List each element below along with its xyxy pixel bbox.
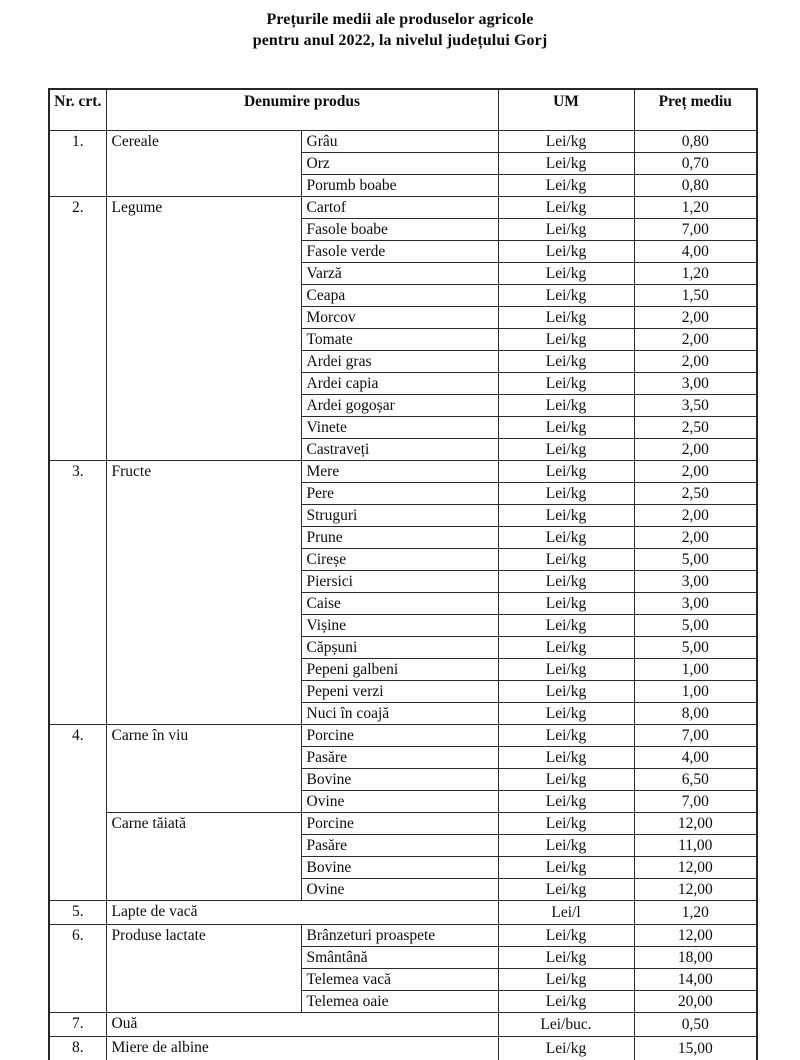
um-cell: Lei/kg xyxy=(498,925,634,947)
product-cell: Pasăre xyxy=(301,835,498,857)
product-cell: Ardei gras xyxy=(301,351,498,373)
um-cell: Lei/kg xyxy=(498,241,634,263)
price-cell: 5,00 xyxy=(634,615,757,637)
um-cell: Lei/kg xyxy=(498,879,634,901)
nr-cell: 1. xyxy=(49,131,106,197)
product-cell: Ardei capia xyxy=(301,373,498,395)
um-cell: Lei/kg xyxy=(498,131,634,153)
header-um: UM xyxy=(498,89,634,131)
product-cell: Ardei gogoșar xyxy=(301,395,498,417)
price-cell: 4,00 xyxy=(634,747,757,769)
table-row xyxy=(49,813,757,835)
price-cell: 7,00 xyxy=(634,791,757,813)
price-cell: 3,00 xyxy=(634,593,757,615)
product-cell: Pere xyxy=(301,483,498,505)
category-cell: Legume xyxy=(106,197,301,461)
um-cell: Lei/kg xyxy=(498,659,634,681)
um-cell: Lei/kg xyxy=(498,1037,634,1060)
price-cell: 2,00 xyxy=(634,461,757,483)
product-cell: Vinete xyxy=(301,417,498,439)
price-cell: 2,00 xyxy=(634,505,757,527)
product-cell: Porumb boabe xyxy=(301,175,498,197)
table-row xyxy=(49,131,757,153)
price-cell: 0,80 xyxy=(634,131,757,153)
um-cell: Lei/kg xyxy=(498,439,634,461)
price-cell: 4,00 xyxy=(634,241,757,263)
price-cell: 1,20 xyxy=(634,263,757,285)
um-cell: Lei/kg xyxy=(498,329,634,351)
product-cell: Nuci în coajă xyxy=(301,703,498,725)
um-cell: Lei/kg xyxy=(498,947,634,969)
product-cell: Varză xyxy=(301,263,498,285)
product-cell: Ovine xyxy=(301,791,498,813)
table-body xyxy=(49,131,757,1060)
title-line-1: Prețurile medii ale produselor agricole xyxy=(266,11,534,28)
um-cell: Lei/kg xyxy=(498,527,634,549)
product-cell: Cartof xyxy=(301,197,498,219)
price-cell: 7,00 xyxy=(634,219,757,241)
price-cell: 20,00 xyxy=(634,991,757,1013)
category-cell: Ouă xyxy=(106,1013,498,1037)
product-cell: Grâu xyxy=(301,131,498,153)
um-cell: Lei/kg xyxy=(498,373,634,395)
document-title xyxy=(0,0,800,51)
category-cell: Fructe xyxy=(106,461,301,725)
price-cell: 2,00 xyxy=(634,527,757,549)
product-cell: Morcov xyxy=(301,307,498,329)
table-row xyxy=(49,725,757,747)
product-cell: Prune xyxy=(301,527,498,549)
title-line-2: pentru anul 2022, la nivelul județului Gorj xyxy=(252,32,548,50)
um-cell: Lei/l xyxy=(498,901,634,925)
product-cell: Căpșuni xyxy=(301,637,498,659)
price-cell: 18,00 xyxy=(634,947,757,969)
product-cell: Brânzeturi proaspete xyxy=(301,925,498,947)
table-row xyxy=(49,461,757,483)
product-cell: Struguri xyxy=(301,505,498,527)
price-cell: 12,00 xyxy=(634,813,757,835)
um-cell: Lei/kg xyxy=(498,285,634,307)
um-cell: Lei/kg xyxy=(498,637,634,659)
nr-cell: 4. xyxy=(49,725,106,901)
price-cell: 15,00 xyxy=(634,1037,757,1060)
product-cell: Porcine xyxy=(301,813,498,835)
um-cell: Lei/kg xyxy=(498,307,634,329)
header-nr-crt: Nr. crt. xyxy=(49,89,106,131)
product-cell: Orz xyxy=(301,153,498,175)
um-cell: Lei/kg xyxy=(498,461,634,483)
price-cell: 2,00 xyxy=(634,351,757,373)
nr-cell: 8. xyxy=(49,1037,106,1060)
product-cell: Ovine xyxy=(301,879,498,901)
product-cell: Bovine xyxy=(301,769,498,791)
header-denumire-produs: Denumire produs xyxy=(106,89,498,131)
product-cell: Pepeni galbeni xyxy=(301,659,498,681)
um-cell: Lei/kg xyxy=(498,969,634,991)
um-cell: Lei/kg xyxy=(498,263,634,285)
product-cell: Pasăre xyxy=(301,747,498,769)
product-cell: Telemea oaie xyxy=(301,991,498,1013)
nr-cell: 7. xyxy=(49,1013,106,1037)
um-cell: Lei/buc. xyxy=(498,1013,634,1037)
um-cell: Lei/kg xyxy=(498,813,634,835)
um-cell: Lei/kg xyxy=(498,769,634,791)
product-cell: Smântână xyxy=(301,947,498,969)
table-row xyxy=(49,197,757,219)
header-row xyxy=(49,89,757,131)
product-cell: Telemea vacă xyxy=(301,969,498,991)
um-cell: Lei/kg xyxy=(498,835,634,857)
um-cell: Lei/kg xyxy=(498,703,634,725)
product-cell: Porcine xyxy=(301,725,498,747)
product-cell: Caise xyxy=(301,593,498,615)
price-cell: 5,00 xyxy=(634,637,757,659)
product-cell: Piersici xyxy=(301,571,498,593)
price-cell: 12,00 xyxy=(634,879,757,901)
price-cell: 14,00 xyxy=(634,969,757,991)
product-cell: Mere xyxy=(301,461,498,483)
um-cell: Lei/kg xyxy=(498,219,634,241)
product-cell: Fasole verde xyxy=(301,241,498,263)
price-cell: 8,00 xyxy=(634,703,757,725)
header-pret-mediu: Preț mediu xyxy=(634,89,757,131)
prices-table xyxy=(48,88,758,1060)
um-cell: Lei/kg xyxy=(498,991,634,1013)
um-cell: Lei/kg xyxy=(498,175,634,197)
um-cell: Lei/kg xyxy=(498,549,634,571)
price-cell: 0,50 xyxy=(634,1013,757,1037)
table-row xyxy=(49,925,757,947)
um-cell: Lei/kg xyxy=(498,857,634,879)
um-cell: Lei/kg xyxy=(498,395,634,417)
um-cell: Lei/kg xyxy=(498,505,634,527)
table-row xyxy=(49,901,757,925)
price-cell: 1,20 xyxy=(634,197,757,219)
category-cell: Cereale xyxy=(106,131,301,197)
price-cell: 1,00 xyxy=(634,681,757,703)
price-cell: 0,70 xyxy=(634,153,757,175)
um-cell: Lei/kg xyxy=(498,153,634,175)
price-cell: 3,50 xyxy=(634,395,757,417)
price-cell: 2,00 xyxy=(634,329,757,351)
price-cell: 3,00 xyxy=(634,373,757,395)
product-cell: Pepeni verzi xyxy=(301,681,498,703)
price-cell: 1,00 xyxy=(634,659,757,681)
price-cell: 0,80 xyxy=(634,175,757,197)
um-cell: Lei/kg xyxy=(498,615,634,637)
price-cell: 1,50 xyxy=(634,285,757,307)
price-cell: 6,50 xyxy=(634,769,757,791)
price-cell: 1,20 xyxy=(634,901,757,925)
um-cell: Lei/kg xyxy=(498,747,634,769)
price-cell: 11,00 xyxy=(634,835,757,857)
um-cell: Lei/kg xyxy=(498,571,634,593)
price-cell: 12,00 xyxy=(634,925,757,947)
product-cell: Bovine xyxy=(301,857,498,879)
category-cell: Miere de albine xyxy=(106,1037,498,1060)
price-cell: 3,00 xyxy=(634,571,757,593)
price-cell: 12,00 xyxy=(634,857,757,879)
nr-cell: 5. xyxy=(49,901,106,925)
price-cell: 2,00 xyxy=(634,439,757,461)
product-cell: Fasole boabe xyxy=(301,219,498,241)
um-cell: Lei/kg xyxy=(498,417,634,439)
product-cell: Castraveți xyxy=(301,439,498,461)
um-cell: Lei/kg xyxy=(498,681,634,703)
nr-cell: 2. xyxy=(49,197,106,461)
category-cell: Carne în viu xyxy=(106,725,301,813)
product-cell: Vișine xyxy=(301,615,498,637)
price-cell: 7,00 xyxy=(634,725,757,747)
table-row xyxy=(49,1037,757,1060)
table-row xyxy=(49,1013,757,1037)
um-cell: Lei/kg xyxy=(498,791,634,813)
nr-cell: 6. xyxy=(49,925,106,1013)
category-cell: Carne tăiată xyxy=(106,813,301,901)
um-cell: Lei/kg xyxy=(498,483,634,505)
price-cell: 2,00 xyxy=(634,307,757,329)
price-cell: 2,50 xyxy=(634,483,757,505)
um-cell: Lei/kg xyxy=(498,593,634,615)
um-cell: Lei/kg xyxy=(498,351,634,373)
price-cell: 5,00 xyxy=(634,549,757,571)
category-cell: Lapte de vacă xyxy=(106,901,498,925)
price-cell: 2,50 xyxy=(634,417,757,439)
product-cell: Tomate xyxy=(301,329,498,351)
category-cell: Produse lactate xyxy=(106,925,301,1013)
product-cell: Ceapa xyxy=(301,285,498,307)
um-cell: Lei/kg xyxy=(498,725,634,747)
um-cell: Lei/kg xyxy=(498,197,634,219)
nr-cell: 3. xyxy=(49,461,106,725)
product-cell: Cireșe xyxy=(301,549,498,571)
